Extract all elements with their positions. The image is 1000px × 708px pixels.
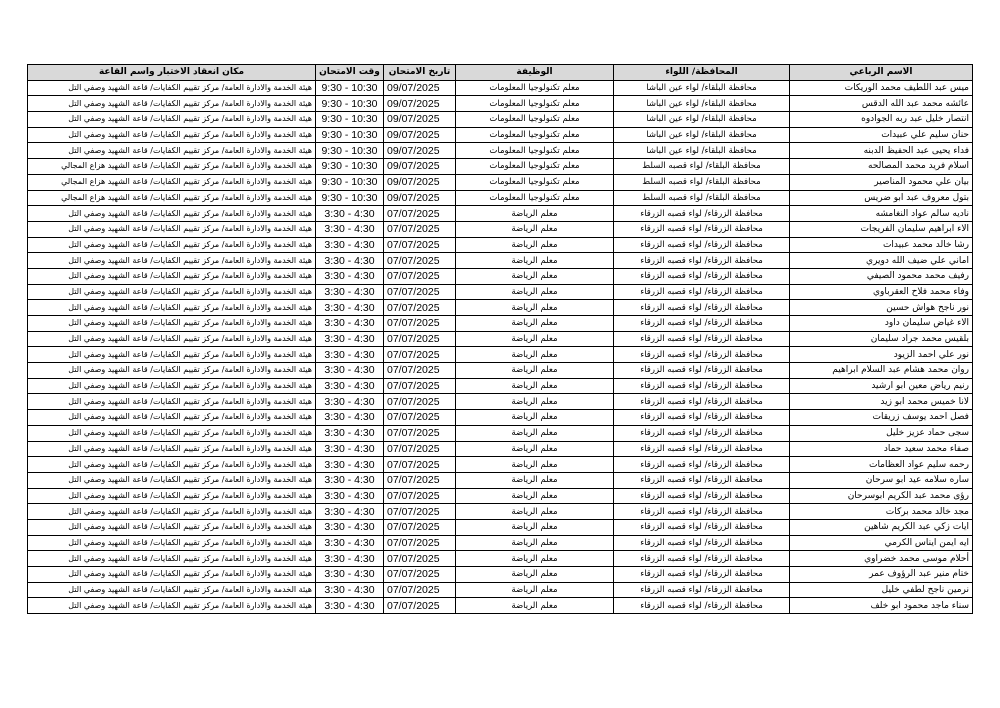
exam-place-cell: هيئة الخدمة والادارة العامة/ مركز تقييم الكفايات/ قاعة الشهيد وصفي التل: [28, 551, 316, 567]
candidate-name-cell: لانا خميس محمد ابو زيد: [790, 394, 973, 410]
governorate-cell: محافظة الزرقاء/ لواء قصبه الزرقاء: [614, 472, 790, 488]
table-row: [28, 253, 973, 269]
governorate-cell: محافظة الزرقاء/ لواء قصبه الزرقاء: [614, 567, 790, 583]
exam-date-cell: 07/07/2025: [384, 425, 456, 441]
exam-date-cell: 09/07/2025: [384, 190, 456, 206]
table-row: [28, 80, 973, 96]
table-row: [28, 96, 973, 112]
exam-place-cell: هيئة الخدمة والادارة العامة/ مركز تقييم الكفايات/ قاعة الشهيد وصفي التل: [28, 268, 316, 284]
governorate-cell: محافظة الزرقاء/ لواء قصبه الزرقاء: [614, 535, 790, 551]
job-title-cell: معلم الرياضة: [456, 363, 614, 379]
governorate-cell: محافظة الزرقاء/ لواء قصبه الزرقاء: [614, 410, 790, 426]
exam-date-cell: 09/07/2025: [384, 143, 456, 159]
exam-place-cell: هيئة الخدمة والادارة العامة/ مركز تقييم الكفايات/ قاعة الشهيد وصفي التل: [28, 221, 316, 237]
exam-time-cell: 3:30 - 4:30: [316, 253, 384, 269]
candidate-name-cell: رؤى محمد عبد الكريم ابوسرحان: [790, 488, 973, 504]
job-title-cell: معلم الرياضة: [456, 519, 614, 535]
candidate-name-cell: سجى حماد عزيز خليل: [790, 425, 973, 441]
exam-time-cell: 9:30 - 10:30: [316, 96, 384, 112]
governorate-cell: محافظة البلقاء/ لواء قصبه السلط: [614, 190, 790, 206]
exam-time-cell: 3:30 - 4:30: [316, 410, 384, 426]
table-row: [28, 598, 973, 614]
job-title-cell: معلم تكنولوجيا المعلومات: [456, 112, 614, 128]
job-title-cell: معلم تكنولوجيا المعلومات: [456, 190, 614, 206]
exam-time-cell: 9:30 - 10:30: [316, 112, 384, 128]
candidate-name-cell: رحمه سليم عواد العظامات: [790, 457, 973, 473]
exam-place-cell: هيئة الخدمة والادارة العامة/ مركز تقييم الكفايات/ قاعة الشهيد وصفي التل: [28, 410, 316, 426]
job-title-cell: معلم الرياضة: [456, 268, 614, 284]
governorate-cell: محافظة الزرقاء/ لواء قصبه الزرقاء: [614, 598, 790, 614]
candidate-name-cell: ناديه سالم عواد النغامشه: [790, 206, 973, 222]
table-row: [28, 174, 973, 190]
table-row: [28, 347, 973, 363]
exam-place-cell: هيئة الخدمة والادارة العامة/ مركز تقييم الكفايات/ قاعة الشهيد وصفي التل: [28, 96, 316, 112]
exam-place-cell: هيئة الخدمة والادارة العامة/ مركز تقييم الكفايات/ قاعة الشهيد وصفي التل: [28, 488, 316, 504]
candidate-name-cell: حنان سليم علي عبيدات: [790, 127, 973, 143]
job-title-cell: معلم الرياضة: [456, 598, 614, 614]
exam-place-cell: هيئة الخدمة والادارة العامة/ مركز تقييم الكفايات/ قاعة الشهيد وصفي التل: [28, 127, 316, 143]
table-row: [28, 425, 973, 441]
candidate-name-cell: ختام منير عبد الرؤوف عمر: [790, 567, 973, 583]
exam-time-cell: 3:30 - 4:30: [316, 551, 384, 567]
exam-place-cell: هيئة الخدمة والادارة العامة/ مركز تقييم الكفايات/ قاعة الشهيد وصفي التل: [28, 143, 316, 159]
exam-date-cell: 07/07/2025: [384, 457, 456, 473]
exam-schedule-table: [27, 64, 973, 614]
exam-date-cell: 09/07/2025: [384, 80, 456, 96]
exam-date-cell: 07/07/2025: [384, 221, 456, 237]
exam-time-cell: 3:30 - 4:30: [316, 519, 384, 535]
exam-date-cell: 07/07/2025: [384, 598, 456, 614]
exam-place-cell: هيئة الخدمة والادارة العامة/ مركز تقييم الكفايات/ قاعة الشهيد وصفي التل: [28, 284, 316, 300]
exam-time-cell: 3:30 - 4:30: [316, 457, 384, 473]
exam-date-cell: 07/07/2025: [384, 347, 456, 363]
exam-date-cell: 07/07/2025: [384, 316, 456, 332]
job-title-cell: معلم تكنولوجيا المعلومات: [456, 174, 614, 190]
governorate-cell: محافظة الزرقاء/ لواء قصبه الزرقاء: [614, 363, 790, 379]
exam-date-cell: 07/07/2025: [384, 504, 456, 520]
candidate-name-cell: رشا خالد محمد عبيدات: [790, 237, 973, 253]
exam-place-cell: هيئة الخدمة والادارة العامة/ مركز تقييم الكفايات/ قاعة الشهيد وصفي التل: [28, 316, 316, 332]
exam-place-cell: هيئة الخدمة والادارة العامة/ مركز تقييم الكفايات/ قاعة الشهيد وصفي التل: [28, 237, 316, 253]
governorate-cell: محافظة الزرقاء/ لواء قصبه الزرقاء: [614, 488, 790, 504]
table-row: [28, 363, 973, 379]
candidate-name-cell: مجد خالد محمد بركات: [790, 504, 973, 520]
exam-place-cell: هيئة الخدمة والادارة العامة/ مركز تقييم الكفايات/ قاعة الشهيد وصفي التل: [28, 331, 316, 347]
job-title-cell: معلم تكنولوجيا المعلومات: [456, 143, 614, 159]
job-title-cell: معلم الرياضة: [456, 457, 614, 473]
job-title-cell: معلم الرياضة: [456, 284, 614, 300]
exam-time-cell: 3:30 - 4:30: [316, 425, 384, 441]
exam-place-cell: هيئة الخدمة والادارة العامة/ مركز تقييم الكفايات/ قاعة الشهيد هزاع المجالي: [28, 159, 316, 175]
exam-time-cell: 3:30 - 4:30: [316, 347, 384, 363]
exam-time-cell: 3:30 - 4:30: [316, 535, 384, 551]
candidate-name-cell: ايات زكي عبد الكريم شاهين: [790, 519, 973, 535]
job-title-cell: معلم الرياضة: [456, 582, 614, 598]
exam-place-cell: هيئة الخدمة والادارة العامة/ مركز تقييم الكفايات/ قاعة الشهيد وصفي التل: [28, 535, 316, 551]
exam-place-cell: هيئة الخدمة والادارة العامة/ مركز تقييم الكفايات/ قاعة الشهيد وصفي التل: [28, 472, 316, 488]
exam-time-cell: 3:30 - 4:30: [316, 472, 384, 488]
table-row: [28, 221, 973, 237]
governorate-cell: محافظة الزرقاء/ لواء قصبه الزرقاء: [614, 253, 790, 269]
exam-date-cell: 07/07/2025: [384, 237, 456, 253]
job-title-cell: معلم تكنولوجيا المعلومات: [456, 96, 614, 112]
exam-time-cell: 9:30 - 10:30: [316, 80, 384, 96]
governorate-cell: محافظة الزرقاء/ لواء قصبه الزرقاء: [614, 519, 790, 535]
candidate-name-cell: فداء يحيى عبد الحفيظ الدبنه: [790, 143, 973, 159]
exam-time-cell: 3:30 - 4:30: [316, 378, 384, 394]
exam-time-cell: 3:30 - 4:30: [316, 221, 384, 237]
governorate-cell: محافظة الزرقاء/ لواء قصبه الزرقاء: [614, 237, 790, 253]
exam-date-cell: 09/07/2025: [384, 96, 456, 112]
candidate-name-cell: ميس عبد اللطيف محمد الوريكات: [790, 80, 973, 96]
exam-time-cell: 3:30 - 4:30: [316, 206, 384, 222]
exam-place-cell: هيئة الخدمة والادارة العامة/ مركز تقييم الكفايات/ قاعة الشهيد وصفي التل: [28, 394, 316, 410]
job-title-cell: معلم الرياضة: [456, 504, 614, 520]
job-title-cell: معلم الرياضة: [456, 237, 614, 253]
exam-time-cell: 3:30 - 4:30: [316, 582, 384, 598]
exam-place-cell: هيئة الخدمة والادارة العامة/ مركز تقييم الكفايات/ قاعة الشهيد هزاع المجالي: [28, 190, 316, 206]
candidate-name-cell: رفيف محمد محمود الصيفي: [790, 268, 973, 284]
table-row: [28, 300, 973, 316]
table-row: [28, 457, 973, 473]
exam-date-cell: 07/07/2025: [384, 363, 456, 379]
exam-date-cell: 07/07/2025: [384, 284, 456, 300]
table-row: [28, 237, 973, 253]
exam-time-cell: 9:30 - 10:30: [316, 174, 384, 190]
governorate-cell: محافظة الزرقاء/ لواء قصبه الزرقاء: [614, 268, 790, 284]
table-row: [28, 410, 973, 426]
candidate-name-cell: الاء ابراهيم سليمان الفريجات: [790, 221, 973, 237]
candidate-name-cell: سناء ماجد محمود ابو خلف: [790, 598, 973, 614]
governorate-cell: محافظة الزرقاء/ لواء قصبه الزرقاء: [614, 206, 790, 222]
candidate-name-cell: بلقيس محمد جراد سليمان: [790, 331, 973, 347]
governorate-cell: محافظة البلقاء/ لواء قصبه السلط: [614, 174, 790, 190]
candidate-name-cell: وفاء محمد فلاح العقرباوي: [790, 284, 973, 300]
exam-place-cell: هيئة الخدمة والادارة العامة/ مركز تقييم الكفايات/ قاعة الشهيد وصفي التل: [28, 441, 316, 457]
governorate-cell: محافظة الزرقاء/ لواء قصبه الزرقاء: [614, 378, 790, 394]
table-row: [28, 582, 973, 598]
exam-place-cell: هيئة الخدمة والادارة العامة/ مركز تقييم الكفايات/ قاعة الشهيد وصفي التل: [28, 598, 316, 614]
candidate-name-cell: الاء غياض سليمان داود: [790, 316, 973, 332]
governorate-cell: محافظة الزرقاء/ لواء قصبه الزرقاء: [614, 551, 790, 567]
job-title-cell: معلم الرياضة: [456, 221, 614, 237]
exam-time-cell: 3:30 - 4:30: [316, 316, 384, 332]
table-row: [28, 143, 973, 159]
candidate-name-cell: رنيم رياض معين ابو ارشيد: [790, 378, 973, 394]
candidate-name-cell: اماني علي ضيف الله دويري: [790, 253, 973, 269]
exam-date-cell: 09/07/2025: [384, 174, 456, 190]
exam-place-cell: هيئة الخدمة والادارة العامة/ مركز تقييم الكفايات/ قاعة الشهيد وصفي التل: [28, 582, 316, 598]
exam-date-cell: 07/07/2025: [384, 535, 456, 551]
table-row: [28, 206, 973, 222]
exam-time-cell: 3:30 - 4:30: [316, 598, 384, 614]
exam-date-cell: 07/07/2025: [384, 582, 456, 598]
exam-date-cell: 07/07/2025: [384, 488, 456, 504]
table-row: [28, 504, 973, 520]
governorate-cell: محافظة الزرقاء/ لواء قصبه الزرقاء: [614, 331, 790, 347]
governorate-cell: محافظة الزرقاء/ لواء قصبه الزرقاء: [614, 457, 790, 473]
candidate-name-cell: نرمين ناجح لطفي خليل: [790, 582, 973, 598]
exam-date-cell: 09/07/2025: [384, 159, 456, 175]
job-title-cell: معلم الرياضة: [456, 253, 614, 269]
exam-place-cell: هيئة الخدمة والادارة العامة/ مركز تقييم الكفايات/ قاعة الشهيد وصفي التل: [28, 253, 316, 269]
exam-date-cell: 07/07/2025: [384, 441, 456, 457]
header-exam-place: مكان انعقاد الاختبار واسم القاعة: [28, 65, 316, 81]
candidate-name-cell: روان محمد هشام عبد السلام ابراهيم: [790, 363, 973, 379]
exam-time-cell: 9:30 - 10:30: [316, 143, 384, 159]
job-title-cell: معلم تكنولوجيا المعلومات: [456, 159, 614, 175]
header-exam-time: وقت الامتحان: [316, 65, 384, 81]
exam-place-cell: هيئة الخدمة والادارة العامة/ مركز تقييم الكفايات/ قاعة الشهيد هزاع المجالي: [28, 174, 316, 190]
exam-time-cell: 3:30 - 4:30: [316, 441, 384, 457]
header-row: [28, 65, 973, 81]
governorate-cell: محافظة البلقاء/ لواء عين الباشا: [614, 127, 790, 143]
job-title-cell: معلم تكنولوجيا المعلومات: [456, 80, 614, 96]
governorate-cell: محافظة الزرقاء/ لواء قصبه الزرقاء: [614, 347, 790, 363]
exam-place-cell: هيئة الخدمة والادارة العامة/ مركز تقييم الكفايات/ قاعة الشهيد وصفي التل: [28, 112, 316, 128]
exam-time-cell: 3:30 - 4:30: [316, 488, 384, 504]
candidate-name-cell: اسلام فريد محمد المصالحه: [790, 159, 973, 175]
table-row: [28, 488, 973, 504]
governorate-cell: محافظة الزرقاء/ لواء قصبه الزرقاء: [614, 284, 790, 300]
governorate-cell: محافظة الزرقاء/ لواء قصبه الزرقاء: [614, 582, 790, 598]
job-title-cell: معلم الرياضة: [456, 206, 614, 222]
exam-place-cell: هيئة الخدمة والادارة العامة/ مركز تقييم الكفايات/ قاعة الشهيد وصفي التل: [28, 519, 316, 535]
header-exam-date: تاريخ الامتحان: [384, 65, 456, 81]
job-title-cell: معلم الرياضة: [456, 300, 614, 316]
candidate-name-cell: ساره سلامه عيد ابو سرحان: [790, 472, 973, 488]
exam-date-cell: 09/07/2025: [384, 112, 456, 128]
exam-schedule-sheet: [27, 64, 972, 614]
header-name: الاسم الرباعي: [790, 65, 973, 81]
candidate-name-cell: فصل احمد يوسف زريقات: [790, 410, 973, 426]
job-title-cell: معلم الرياضة: [456, 410, 614, 426]
governorate-cell: محافظة البلقاء/ لواء عين الباشا: [614, 143, 790, 159]
governorate-cell: محافظة الزرقاء/ لواء قصبه الزرقاء: [614, 300, 790, 316]
candidate-name-cell: بتول معروف عبد ابو ضريس: [790, 190, 973, 206]
header-governorate: المحافظة/ اللواء: [614, 65, 790, 81]
exam-date-cell: 07/07/2025: [384, 268, 456, 284]
governorate-cell: محافظة البلقاء/ لواء عين الباشا: [614, 96, 790, 112]
exam-date-cell: 07/07/2025: [384, 551, 456, 567]
table-row: [28, 268, 973, 284]
governorate-cell: محافظة الزرقاء/ لواء قصبه الزرقاء: [614, 316, 790, 332]
job-title-cell: معلم الرياضة: [456, 378, 614, 394]
table-row: [28, 535, 973, 551]
governorate-cell: محافظة البلقاء/ لواء عين الباشا: [614, 80, 790, 96]
exam-date-cell: 07/07/2025: [384, 519, 456, 535]
table-row: [28, 190, 973, 206]
exam-time-cell: 9:30 - 10:30: [316, 190, 384, 206]
exam-place-cell: هيئة الخدمة والادارة العامة/ مركز تقييم الكفايات/ قاعة الشهيد وصفي التل: [28, 504, 316, 520]
candidate-name-cell: عائشه محمد عبد الله الدقس: [790, 96, 973, 112]
table-row: [28, 567, 973, 583]
exam-time-cell: 3:30 - 4:30: [316, 567, 384, 583]
governorate-cell: محافظة الزرقاء/ لواء قصبه الزرقاء: [614, 441, 790, 457]
table-row: [28, 331, 973, 347]
table-row: [28, 112, 973, 128]
governorate-cell: محافظة الزرقاء/ لواء قصبه الزرقاء: [614, 394, 790, 410]
exam-date-cell: 07/07/2025: [384, 567, 456, 583]
job-title-cell: معلم الرياضة: [456, 472, 614, 488]
exam-place-cell: هيئة الخدمة والادارة العامة/ مركز تقييم الكفايات/ قاعة الشهيد وصفي التل: [28, 567, 316, 583]
job-title-cell: معلم الرياضة: [456, 394, 614, 410]
table-row: [28, 127, 973, 143]
exam-time-cell: 3:30 - 4:30: [316, 284, 384, 300]
job-title-cell: معلم الرياضة: [456, 331, 614, 347]
exam-date-cell: 07/07/2025: [384, 300, 456, 316]
table-row: [28, 378, 973, 394]
table-row: [28, 284, 973, 300]
exam-time-cell: 3:30 - 4:30: [316, 300, 384, 316]
job-title-cell: معلم الرياضة: [456, 425, 614, 441]
table-row: [28, 316, 973, 332]
exam-date-cell: 07/07/2025: [384, 206, 456, 222]
job-title-cell: معلم تكنولوجيا المعلومات: [456, 127, 614, 143]
exam-place-cell: هيئة الخدمة والادارة العامة/ مركز تقييم الكفايات/ قاعة الشهيد وصفي التل: [28, 300, 316, 316]
table-row: [28, 519, 973, 535]
table-row: [28, 159, 973, 175]
job-title-cell: معلم الرياضة: [456, 535, 614, 551]
exam-place-cell: هيئة الخدمة والادارة العامة/ مركز تقييم الكفايات/ قاعة الشهيد وصفي التل: [28, 378, 316, 394]
candidate-name-cell: بيان علي محمود المناصير: [790, 174, 973, 190]
exam-date-cell: 07/07/2025: [384, 410, 456, 426]
exam-date-cell: 07/07/2025: [384, 378, 456, 394]
header-job: الوظيفة: [456, 65, 614, 81]
governorate-cell: محافظة الزرقاء/ لواء قصبه الزرقاء: [614, 221, 790, 237]
job-title-cell: معلم الرياضة: [456, 441, 614, 457]
exam-date-cell: 07/07/2025: [384, 331, 456, 347]
exam-time-cell: 9:30 - 10:30: [316, 127, 384, 143]
candidate-name-cell: نور ناجح هواش حسين: [790, 300, 973, 316]
exam-time-cell: 9:30 - 10:30: [316, 159, 384, 175]
exam-place-cell: هيئة الخدمة والادارة العامة/ مركز تقييم الكفايات/ قاعة الشهيد وصفي التل: [28, 425, 316, 441]
exam-time-cell: 3:30 - 4:30: [316, 268, 384, 284]
candidate-name-cell: ايه ايمن ايناس الكرمي: [790, 535, 973, 551]
candidate-name-cell: انتصار خليل عبد ربه الجوادوه: [790, 112, 973, 128]
table-row: [28, 394, 973, 410]
job-title-cell: معلم الرياضة: [456, 347, 614, 363]
exam-place-cell: هيئة الخدمة والادارة العامة/ مركز تقييم الكفايات/ قاعة الشهيد وصفي التل: [28, 457, 316, 473]
exam-date-cell: 09/07/2025: [384, 127, 456, 143]
job-title-cell: معلم الرياضة: [456, 567, 614, 583]
exam-time-cell: 3:30 - 4:30: [316, 394, 384, 410]
table-row: [28, 551, 973, 567]
table-body: [28, 80, 973, 613]
exam-date-cell: 07/07/2025: [384, 253, 456, 269]
governorate-cell: محافظة الزرقاء/ لواء قصبه الزرقاء: [614, 504, 790, 520]
exam-place-cell: هيئة الخدمة والادارة العامة/ مركز تقييم الكفايات/ قاعة الشهيد وصفي التل: [28, 347, 316, 363]
exam-place-cell: هيئة الخدمة والادارة العامة/ مركز تقييم الكفايات/ قاعة الشهيد وصفي التل: [28, 206, 316, 222]
exam-time-cell: 3:30 - 4:30: [316, 504, 384, 520]
governorate-cell: محافظة البلقاء/ لواء قصبه السلط: [614, 159, 790, 175]
job-title-cell: معلم الرياضة: [456, 488, 614, 504]
exam-date-cell: 07/07/2025: [384, 394, 456, 410]
exam-place-cell: هيئة الخدمة والادارة العامة/ مركز تقييم الكفايات/ قاعة الشهيد وصفي التل: [28, 80, 316, 96]
table-row: [28, 472, 973, 488]
table-row: [28, 441, 973, 457]
candidate-name-cell: صفاء محمد سعيد حماد: [790, 441, 973, 457]
governorate-cell: محافظة البلقاء/ لواء عين الباشا: [614, 112, 790, 128]
exam-time-cell: 3:30 - 4:30: [316, 363, 384, 379]
exam-date-cell: 07/07/2025: [384, 472, 456, 488]
candidate-name-cell: نور علي احمد الزيود: [790, 347, 973, 363]
candidate-name-cell: أحلام موسى محمد خضراوي: [790, 551, 973, 567]
exam-place-cell: هيئة الخدمة والادارة العامة/ مركز تقييم الكفايات/ قاعة الشهيد وصفي التل: [28, 363, 316, 379]
exam-time-cell: 3:30 - 4:30: [316, 331, 384, 347]
governorate-cell: محافظة الزرقاء/ لواء قصبه الزرقاء: [614, 425, 790, 441]
job-title-cell: معلم الرياضة: [456, 316, 614, 332]
exam-time-cell: 3:30 - 4:30: [316, 237, 384, 253]
job-title-cell: معلم الرياضة: [456, 551, 614, 567]
